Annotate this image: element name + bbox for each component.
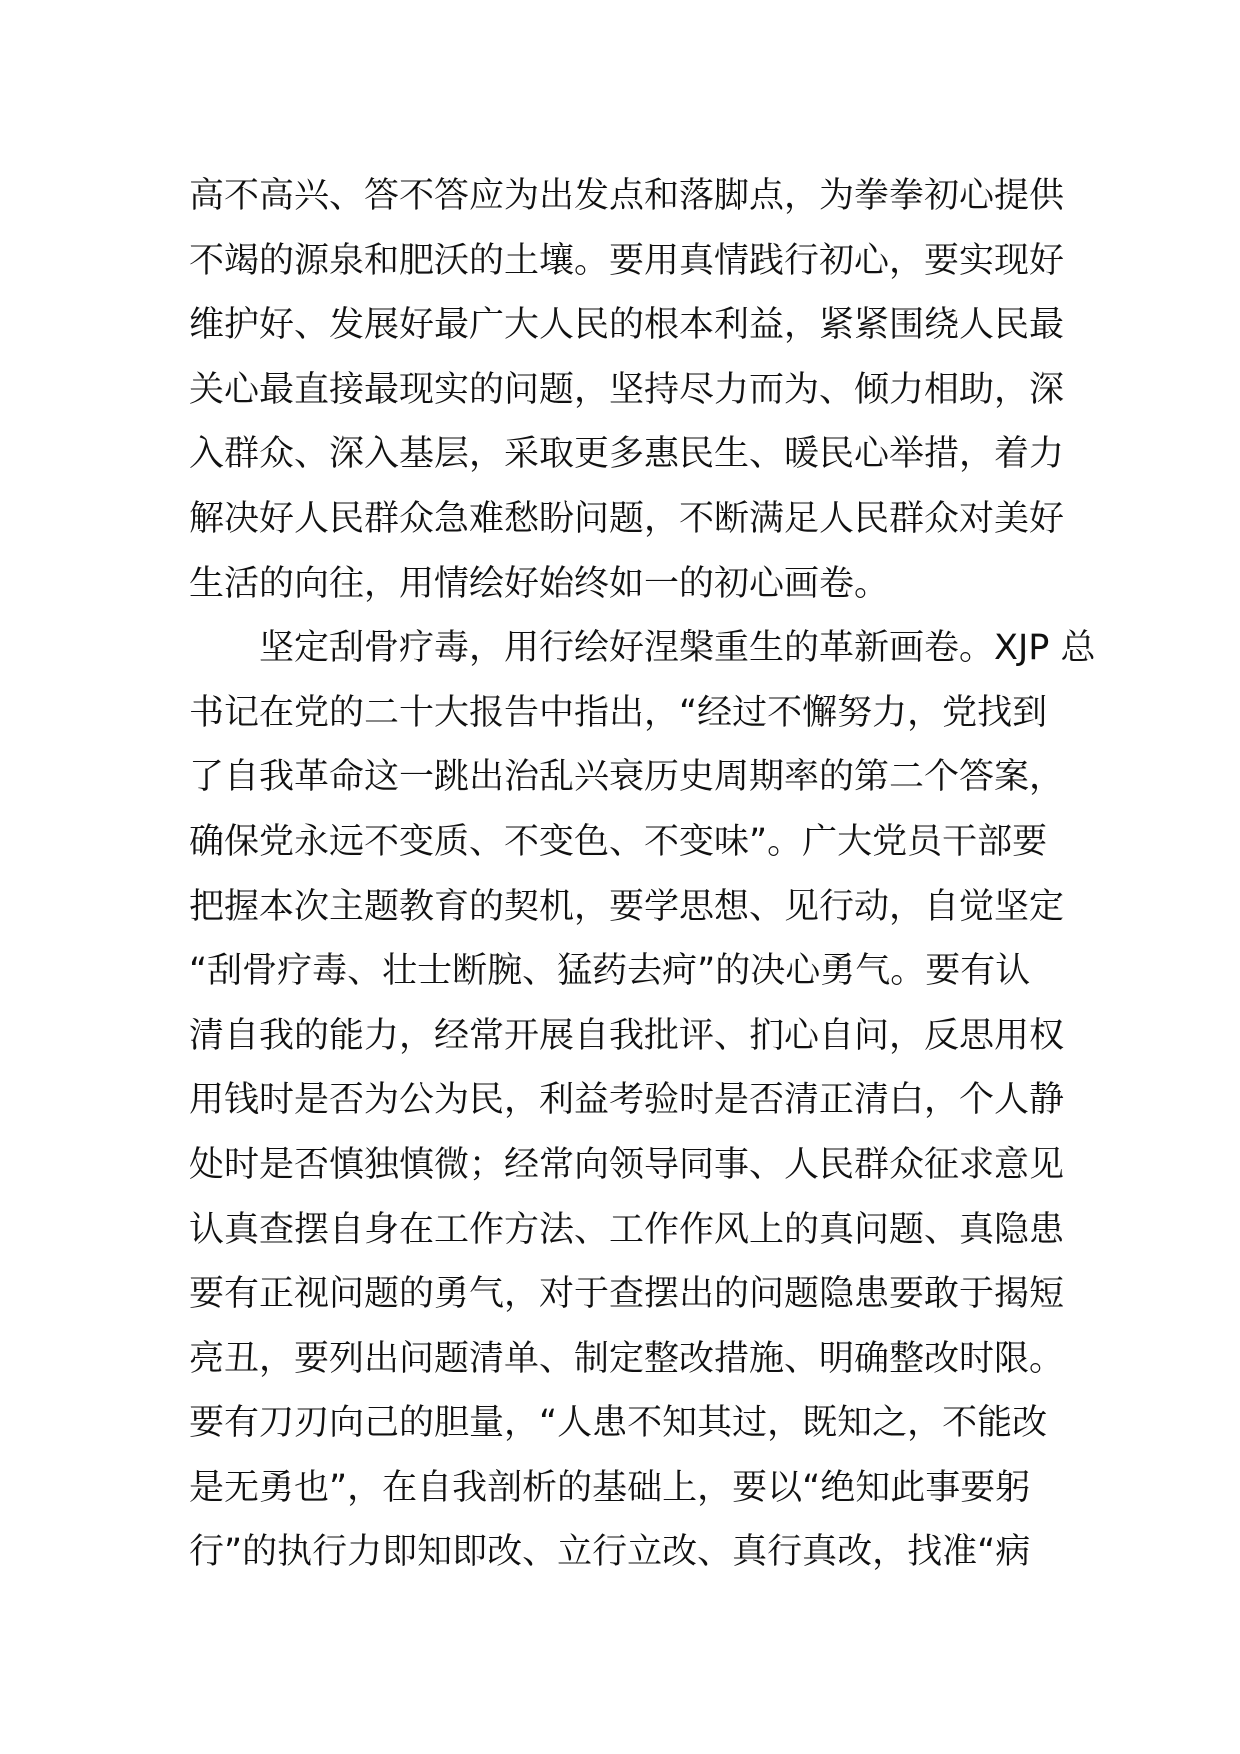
text-line: 要有正视问题的勇气，对于查摆出的问题隐患要敢于揭短 <box>189 1274 1065 1315</box>
text-line: 处时是否慎独慎微；经常向领导同事、人民群众征求意见 <box>189 1144 1065 1185</box>
text-line: 行”的执行力即知即改、立行立改、真行真改，找准“病 <box>189 1532 1031 1573</box>
text-line: 把握本次主题教育的契机，要学思想、见行动，自觉坚定 <box>189 886 1065 927</box>
text-line: 生活的向往，用情绘好始终如一的初心画卷。 <box>189 563 890 604</box>
text-line: 用钱时是否为公为民，利益考验时是否清正清白，个人静 <box>189 1080 1065 1121</box>
body-text <box>189 164 1096 1585</box>
text-line: 不竭的源泉和肥沃的土壤。要用真情践行初心，要实现好 <box>189 240 1065 281</box>
text-line: 是无勇也”，在自我剖析的基础上，要以“绝知此事要躬 <box>189 1467 1031 1508</box>
text-line: 高不高兴、答不答应为出发点和落脚点，为拳拳初心提供 <box>189 176 1065 216</box>
text-line: 书记在党的二十大报告中指出，“经过不懈努力，党找到 <box>189 692 1048 733</box>
text-line: 维护好、发展好最广大人民的根本利益，紧紧围绕人民最 <box>189 305 1065 346</box>
text-line: 清自我的能力，经常开展自我批评、扪心自问，反思用权 <box>189 1015 1065 1056</box>
text-line: 要有刀刃向己的胆量，“人患不知其过，既知之，不能改 <box>189 1403 1048 1444</box>
text-line: 关心最直接最现实的问题，坚持尽力而为、倾力相助，深 <box>189 369 1065 410</box>
text-line: “刮骨疗毒、壮士断腕、猛药去疴”的决心勇气。要有认 <box>189 951 1031 992</box>
text-line: 确保党永远不变质、不变色、不变味”。广大党员干部要 <box>189 821 1048 862</box>
text-line: 认真查摆自身在工作方法、工作作风上的真问题、真隐患 <box>189 1209 1065 1250</box>
paragraph-first-line: 坚定刮骨疗毒，用行绘好涅槃重生的革新画卷。XJP 总 <box>259 628 1096 669</box>
text-line: 了自我革命这一跳出治乱兴衰历史周期率的第二个答案， <box>189 757 1065 798</box>
text-line: 入群众、深入基层，采取更多惠民生、暖民心举措，着力 <box>189 434 1065 475</box>
text-line: 解决好人民群众急难愁盼问题，不断满足人民群众对美好 <box>189 498 1065 539</box>
text-line: 亮丑，要列出问题清单、制定整改措施、明确整改时限。 <box>189 1338 1065 1379</box>
